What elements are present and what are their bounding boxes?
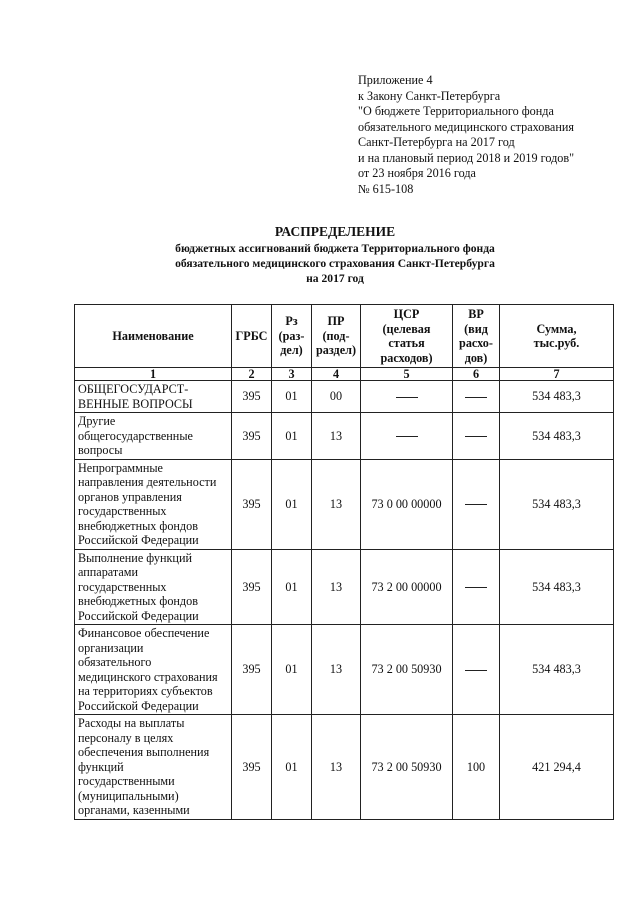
row-name-line: общегосударственные bbox=[78, 428, 193, 443]
cell-rz: 01 bbox=[272, 625, 312, 715]
table-header bbox=[75, 305, 614, 368]
header-text: дов) bbox=[464, 350, 488, 365]
cell-rz: 01 bbox=[272, 549, 312, 625]
column-number: 5 bbox=[361, 368, 453, 381]
row-name bbox=[75, 625, 232, 715]
row-name-line: вопросы bbox=[78, 443, 123, 457]
column-number: 4 bbox=[312, 368, 361, 381]
row-name-line: Расходы на выплаты bbox=[78, 716, 185, 730]
column-number: 2 bbox=[232, 368, 272, 381]
header-text: (вид bbox=[464, 321, 488, 336]
cell-csr bbox=[361, 381, 453, 413]
cell-sum: 534 483,3 bbox=[500, 459, 614, 549]
row-name bbox=[75, 381, 232, 413]
title-subline: бюджетных ассигнований бюджета Территориального фонда bbox=[175, 242, 495, 255]
cell-vr bbox=[453, 549, 500, 625]
cell-grbs: 395 bbox=[232, 413, 272, 460]
column-number: 1 bbox=[75, 368, 232, 381]
column-number: 7 bbox=[500, 368, 614, 381]
cell-sum: 534 483,3 bbox=[500, 381, 614, 413]
dash-mark bbox=[396, 436, 418, 437]
row-name-line: на территориях субъектов bbox=[78, 684, 213, 698]
row-name-line: государственных bbox=[78, 579, 167, 594]
row-name-line: органами, казенными bbox=[78, 803, 190, 817]
cell-vr bbox=[453, 413, 500, 460]
row-name-line: Другие bbox=[78, 414, 116, 428]
table-row bbox=[75, 625, 614, 715]
appendix-line: и на плановый период 2018 и 2019 годов" bbox=[358, 150, 575, 165]
row-name-line: медицинского страхования bbox=[78, 669, 218, 684]
table-row bbox=[75, 715, 614, 820]
header-rz bbox=[272, 305, 312, 368]
header-grbs bbox=[232, 305, 272, 368]
header-text: тыс.руб. bbox=[533, 336, 580, 350]
law-number: № 615-108 bbox=[358, 181, 414, 196]
cell-grbs: 395 bbox=[232, 459, 272, 549]
row-name bbox=[75, 413, 232, 460]
cell-sum: 534 483,3 bbox=[500, 625, 614, 715]
dash-mark bbox=[465, 587, 487, 588]
appendix-line: "О бюджете Территориального фонда bbox=[358, 104, 554, 118]
row-name-line: внебюджетных фондов bbox=[78, 594, 198, 608]
header-text: расходов) bbox=[380, 350, 433, 365]
cell-csr: 73 0 00 00000 bbox=[361, 459, 453, 549]
title-subline: на 2017 год bbox=[306, 272, 364, 285]
table-row bbox=[75, 549, 614, 625]
row-name-line: функций bbox=[78, 759, 124, 774]
title-main: РАСПРЕДЕЛЕНИЕ bbox=[274, 224, 396, 239]
header-pr bbox=[312, 305, 361, 368]
header-text: расхо- bbox=[459, 336, 493, 350]
cell-csr bbox=[361, 413, 453, 460]
document-title bbox=[95, 223, 575, 286]
row-name-line: органов управления bbox=[78, 489, 182, 504]
cell-pr: 13 bbox=[312, 625, 361, 715]
budget-table bbox=[74, 304, 614, 820]
cell-vr bbox=[453, 381, 500, 413]
header-text: ЦСР bbox=[393, 307, 420, 321]
header-text: Сумма, bbox=[536, 321, 577, 336]
cell-vr bbox=[453, 625, 500, 715]
cell-sum: 534 483,3 bbox=[500, 549, 614, 625]
table-body bbox=[75, 368, 614, 820]
cell-pr: 13 bbox=[312, 459, 361, 549]
cell-grbs: 395 bbox=[232, 625, 272, 715]
cell-vr: 100 bbox=[453, 715, 500, 820]
header-text: Наименование bbox=[112, 328, 194, 343]
header-text: ВР bbox=[468, 307, 484, 321]
row-name bbox=[75, 459, 232, 549]
row-name-line: персоналу в целях bbox=[78, 730, 174, 745]
header-text: (целевая bbox=[382, 321, 431, 336]
dash-mark bbox=[465, 504, 487, 505]
dash-mark bbox=[465, 436, 487, 437]
header-sum bbox=[500, 305, 614, 368]
table-row bbox=[75, 459, 614, 549]
header-text: (раз- bbox=[278, 328, 305, 343]
cell-grbs: 395 bbox=[232, 549, 272, 625]
cell-pr: 13 bbox=[312, 413, 361, 460]
column-number: 6 bbox=[453, 368, 500, 381]
row-name-line: обеспечения выполнения bbox=[78, 745, 210, 759]
row-name-line: аппаратами bbox=[78, 565, 139, 579]
appendix-line: Приложение 4 bbox=[358, 73, 433, 87]
cell-pr: 00 bbox=[312, 381, 361, 413]
header-row bbox=[75, 305, 614, 368]
header-text: статья bbox=[388, 336, 425, 350]
header-csr bbox=[361, 305, 453, 368]
header-text: ПР bbox=[327, 314, 345, 329]
header-text: раздел) bbox=[315, 343, 357, 358]
row-name-line: государственных bbox=[78, 504, 167, 518]
dash-mark bbox=[465, 670, 487, 671]
cell-csr: 73 2 00 50930 bbox=[361, 715, 453, 820]
dash-mark bbox=[465, 397, 487, 398]
table-row bbox=[75, 413, 614, 460]
row-name bbox=[75, 715, 232, 820]
header-text: Рз bbox=[285, 314, 298, 329]
row-name-line: Российской Федерации bbox=[78, 608, 199, 623]
appendix-line: обязательного медицинского страхования bbox=[358, 119, 574, 134]
row-name-line: Непрограммные bbox=[78, 460, 163, 475]
column-number-row bbox=[75, 368, 614, 381]
cell-csr: 73 2 00 50930 bbox=[361, 625, 453, 715]
header-text: ГРБС bbox=[235, 328, 268, 343]
row-name-line: Финансовое обеспечение bbox=[78, 626, 210, 640]
cell-rz: 01 bbox=[272, 413, 312, 460]
title-subline: обязательного медицинского страхования Санкт-Петербурга bbox=[175, 257, 495, 270]
row-name-line: организации bbox=[78, 640, 144, 655]
appendix-line: от 23 ноября 2016 года bbox=[358, 166, 476, 180]
cell-grbs: 395 bbox=[232, 715, 272, 820]
cell-sum: 421 294,4 bbox=[500, 715, 614, 820]
cell-rz: 01 bbox=[272, 381, 312, 413]
row-name-line: направления деятельности bbox=[78, 475, 217, 489]
header-text: (под- bbox=[322, 328, 350, 343]
appendix-line: Санкт-Петербурга на 2017 год bbox=[358, 135, 515, 149]
row-name-line: Выполнение функций bbox=[78, 550, 192, 565]
appendix-line: к Закону Санкт-Петербурга bbox=[358, 88, 501, 103]
header-vr bbox=[453, 305, 500, 368]
row-name-line: (муниципальными) bbox=[78, 788, 179, 803]
table-row bbox=[75, 381, 614, 413]
cell-rz: 01 bbox=[272, 715, 312, 820]
dash-mark bbox=[396, 397, 418, 398]
row-name-line: ОБЩЕГОСУДАРСТ- bbox=[78, 382, 189, 396]
row-name-line: Российской Федерации bbox=[78, 533, 199, 547]
cell-pr: 13 bbox=[312, 549, 361, 625]
cell-vr bbox=[453, 459, 500, 549]
cell-csr: 73 2 00 00000 bbox=[361, 549, 453, 625]
cell-grbs: 395 bbox=[232, 381, 272, 413]
cell-rz: 01 bbox=[272, 459, 312, 549]
row-name bbox=[75, 549, 232, 625]
row-name-line: государственными bbox=[78, 774, 175, 788]
appendix-header bbox=[358, 73, 574, 197]
header-text: дел) bbox=[280, 343, 303, 358]
row-name-line: обязательного bbox=[78, 655, 152, 669]
column-number: 3 bbox=[272, 368, 312, 381]
cell-sum: 534 483,3 bbox=[500, 413, 614, 460]
header-name bbox=[75, 305, 232, 368]
cell-pr: 13 bbox=[312, 715, 361, 820]
row-name-line: Российской Федерации bbox=[78, 698, 199, 713]
row-name-line: ВЕННЫЕ ВОПРОСЫ bbox=[78, 396, 193, 411]
row-name-line: внебюджетных фондов bbox=[78, 518, 198, 533]
